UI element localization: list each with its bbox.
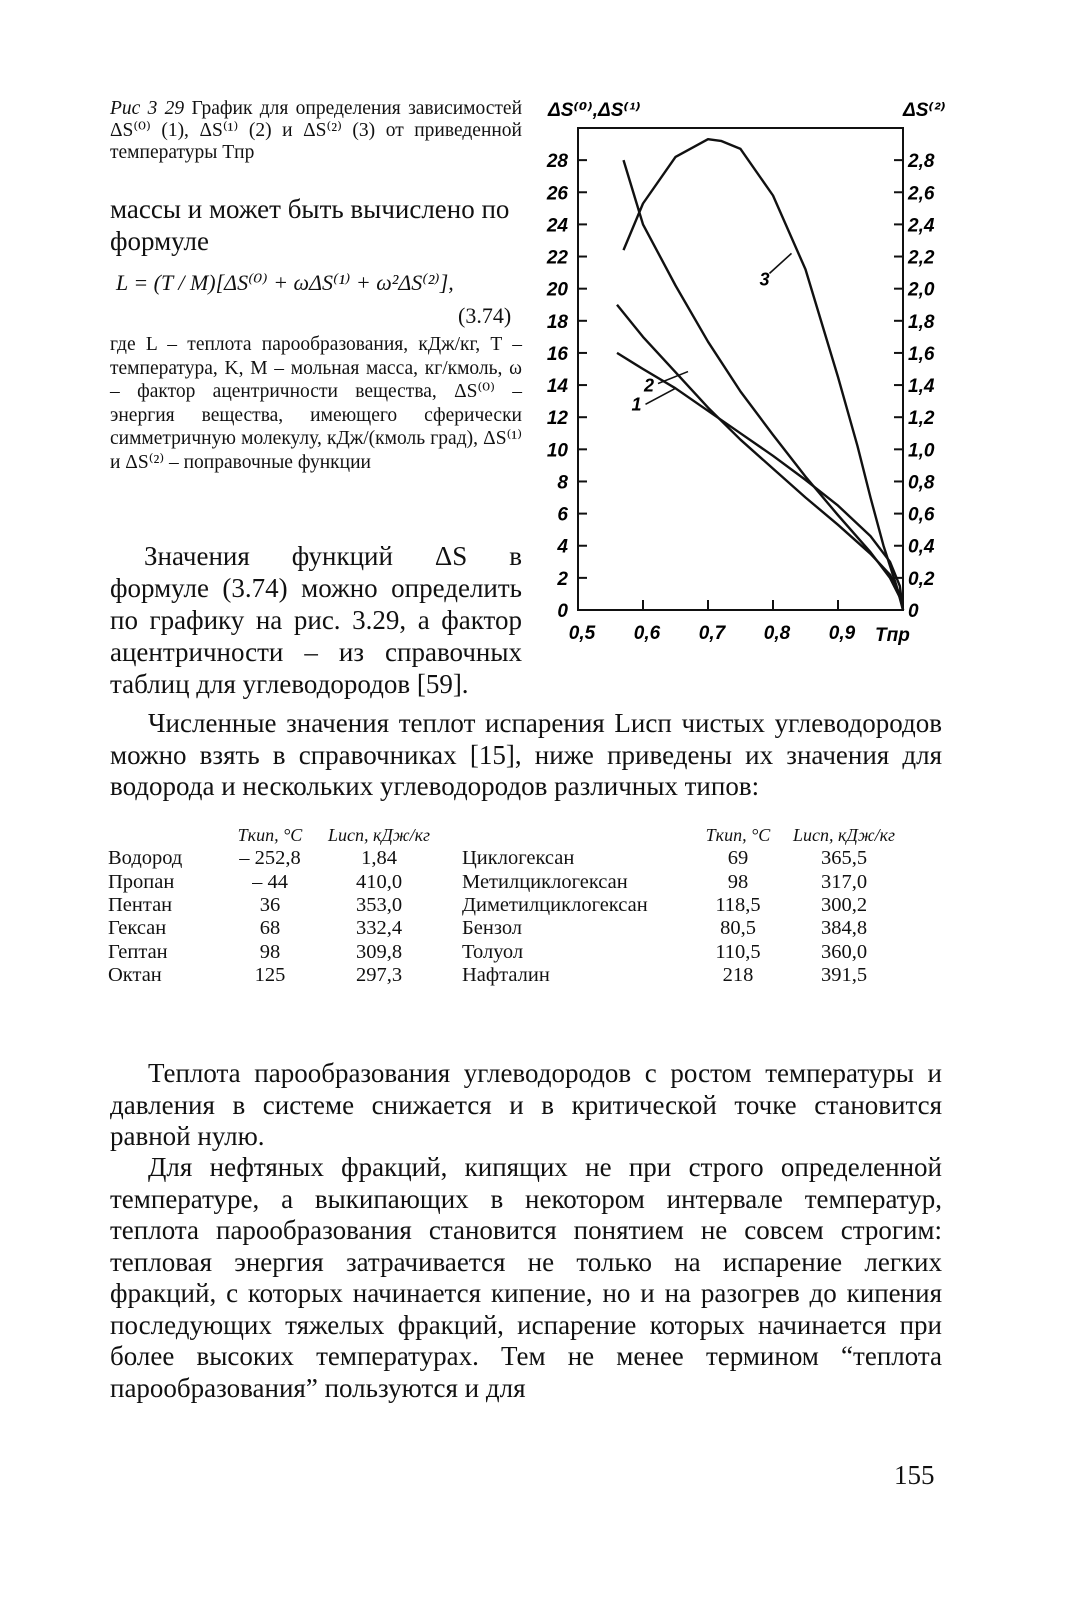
chart-layer bbox=[546, 100, 946, 646]
table-cell: Пропан bbox=[108, 870, 175, 893]
y-left-tick-label: 28 bbox=[546, 151, 568, 173]
table-cell: 360,0 bbox=[820, 940, 868, 963]
table-header-cell: Lисп, кДж/кг bbox=[327, 825, 431, 846]
delta-s-chart bbox=[528, 92, 948, 682]
y-left-tick-label: 16 bbox=[546, 343, 568, 365]
formula-number: (3.74) bbox=[458, 303, 512, 328]
y-left-tick-label: 14 bbox=[546, 376, 568, 398]
table-cell: 391,5 bbox=[820, 963, 868, 986]
y-right-tick-label: 0,4 bbox=[908, 536, 935, 558]
x-tick-label: 0,9 bbox=[828, 623, 856, 644]
formula: L = (T / M)[ΔS⁽⁰⁾ + ωΔS⁽¹⁾ + ω²ΔS⁽²⁾], bbox=[116, 270, 454, 295]
y-right-tick-label: 0,2 bbox=[908, 568, 935, 590]
table-cell: 68 bbox=[259, 917, 281, 940]
table-cell: Гексан bbox=[108, 917, 167, 940]
y-left-tick-label: 12 bbox=[546, 408, 568, 430]
table-cell: Водород bbox=[108, 847, 183, 870]
table-cell: Гептан bbox=[108, 940, 168, 963]
table-cell: 309,8 bbox=[355, 940, 403, 963]
table-cell: 353,0 bbox=[355, 894, 403, 917]
table-header-cell: Tкип, °С bbox=[237, 825, 303, 846]
table-row bbox=[108, 940, 904, 963]
table-cell: Метилциклогексан bbox=[462, 870, 628, 893]
y-right-tick-label: 1,6 bbox=[908, 343, 935, 365]
y-right-tick-label: 2,8 bbox=[908, 151, 935, 173]
table-cell: 98 bbox=[727, 870, 749, 893]
curve-label: 1 bbox=[631, 394, 642, 415]
y-left-tick-label: 24 bbox=[546, 215, 568, 237]
y-left-tick-label: 2 bbox=[557, 568, 568, 590]
y-right-tick-label: 0,6 bbox=[908, 504, 935, 526]
table-cell: 110,5 bbox=[715, 940, 761, 963]
curve-label: 3 bbox=[759, 269, 770, 290]
intro-text: массы и может быть вычислено по формуле bbox=[110, 194, 510, 256]
table-cell: Диметилциклогексан bbox=[462, 894, 648, 917]
figure-caption-text: График для определения зависимостей ΔS⁽⁰⁾ (1), ΔS⁽¹⁾ (2) и ΔS⁽²⁾ (3) от приведенной температуры Tпр bbox=[110, 98, 522, 163]
y-right-tick-label: 1,2 bbox=[908, 408, 935, 430]
table-cell: Нафталин bbox=[462, 963, 550, 986]
boiling-heat-table bbox=[108, 824, 904, 987]
page-number: 155 bbox=[894, 1460, 935, 1490]
series-line bbox=[617, 353, 903, 610]
y-right-tick-label: 1,4 bbox=[908, 376, 935, 398]
paragraph-4-text: Для нефтяных фракций, кипящих не при строго определенной температуре, а выкипающих в некотором интервале температур, теплота парообразования становится понятием не совсем строгим: тепловая энергия затрачивается не только на испарение легких фракций, с которых начинается кипение, но и на разогрев до кипения последующих тяжелых фракций, испарение которых начинается при более высоких температурах. Тем не менее термином “теплота парообразования” пользуются и для bbox=[110, 1152, 942, 1403]
table-cell: 125 bbox=[254, 963, 286, 986]
y-right-tick-label: 1,8 bbox=[908, 311, 935, 333]
table-cell: Циклогексан bbox=[462, 847, 575, 870]
table-cell: 297,3 bbox=[355, 963, 403, 986]
y-left-tick-label: 18 bbox=[546, 311, 568, 333]
variable-definitions: где L – теплота парообразования, кДж/кг, T – температура, K, M – мольная масса, кг/кмоль, ω – фактор ацентричности вещества, ΔS⁽⁰⁾ – энергия вещества, имеющего сферически симметричную молекулу, кДж/(кмоль град), ΔS⁽¹⁾ и ΔS⁽²⁾ – поправочные функции bbox=[110, 334, 522, 473]
y-left-tick-label: 6 bbox=[557, 504, 568, 526]
table-cell: – 252,8 bbox=[239, 847, 301, 870]
table-cell: 36 bbox=[259, 894, 281, 917]
x-tick-label: 0,8 bbox=[763, 623, 791, 644]
table-row bbox=[108, 917, 904, 940]
paragraph-4 bbox=[110, 1152, 942, 1404]
y-right-tick-label: 1,0 bbox=[908, 440, 935, 462]
table-cell: 365,5 bbox=[820, 847, 868, 870]
x-tick-label: 0,6 bbox=[633, 623, 661, 644]
table-row bbox=[108, 871, 904, 894]
table-header-cell: Tкип, °С bbox=[705, 825, 771, 846]
table-header-cell bbox=[438, 824, 692, 847]
table-row bbox=[108, 894, 904, 917]
table-cell: 410,0 bbox=[355, 870, 403, 893]
table-cell: 317,0 bbox=[820, 870, 868, 893]
figure-caption bbox=[110, 98, 522, 164]
table-cell: 118,5 bbox=[715, 894, 761, 917]
y-left-tick-label: 26 bbox=[546, 183, 568, 205]
table-cell: Бензол bbox=[462, 917, 523, 940]
table-cell: 69 bbox=[727, 847, 749, 870]
y-left-tick-label: 22 bbox=[546, 247, 568, 269]
y-left-axis-title: ΔS⁽⁰⁾,ΔS⁽¹⁾ bbox=[548, 100, 641, 121]
y-left-tick-label: 10 bbox=[546, 440, 568, 462]
y-right-tick-label: 0 bbox=[908, 601, 919, 622]
y-right-tick-label: 2,6 bbox=[908, 183, 935, 205]
y-left-tick-label: 20 bbox=[546, 279, 568, 301]
table-cell: 98 bbox=[259, 940, 281, 963]
x-tick-label: 0,7 bbox=[698, 623, 726, 644]
x-tick-label: 0,5 bbox=[568, 623, 596, 644]
y-right-tick-label: 2,0 bbox=[908, 279, 935, 301]
table-cell: Октан bbox=[108, 963, 162, 986]
table-cell: 332,4 bbox=[355, 917, 403, 940]
table-cell: – 44 bbox=[252, 870, 288, 893]
table-cell: 300,2 bbox=[820, 894, 868, 917]
y-right-axis-title: ΔS⁽²⁾ bbox=[903, 100, 946, 121]
table-cell: 1,84 bbox=[361, 847, 397, 870]
table-cell: Пентан bbox=[108, 894, 173, 917]
curve-label: 2 bbox=[644, 375, 655, 396]
table-cell: 384,8 bbox=[820, 917, 868, 940]
y-left-tick-label: 0 bbox=[557, 601, 568, 622]
figure-label: Рис 3 29 bbox=[110, 98, 185, 119]
table-body bbox=[108, 847, 904, 987]
paragraph-1 bbox=[110, 540, 522, 700]
annotation-leader bbox=[770, 253, 792, 273]
table-header-cell bbox=[108, 824, 220, 847]
paragraph-3-text: Теплота парообразования углеводородов с ростом температуры и давления в системе снижается и в критической точке становится равной нулю. bbox=[110, 1058, 942, 1151]
table-cell: Толуол bbox=[462, 940, 524, 963]
paragraph-2-text: Численные значения теплот испарения Lисп чистых углеводородов можно взять в справочниках [15], ниже приведены их значения для водорода и нескольких углеводородов различных типов: bbox=[110, 708, 942, 801]
table-row bbox=[108, 964, 904, 987]
x-axis-title: Tпр bbox=[875, 625, 910, 646]
y-left-tick-label: 8 bbox=[557, 472, 568, 494]
table-header-cell: Lисп, кДж/кг bbox=[792, 825, 896, 846]
series-line bbox=[624, 139, 904, 610]
table-cell: 80,5 bbox=[720, 917, 756, 940]
paragraph-2 bbox=[110, 708, 942, 803]
y-left-tick-label: 4 bbox=[557, 536, 568, 558]
y-right-tick-label: 2,4 bbox=[908, 215, 935, 237]
paragraph-1-text: Значения функций ΔS в формуле (3.74) можно определить по графику на рис. 3.29, а фактор ацентричности – из справочных таблиц для углеводородов [59]. bbox=[110, 541, 522, 699]
table-header-row bbox=[108, 824, 904, 847]
table-cell: 218 bbox=[722, 963, 754, 986]
table-row bbox=[108, 847, 904, 870]
y-right-tick-label: 0,8 bbox=[908, 472, 935, 494]
paragraph-3 bbox=[110, 1058, 942, 1153]
y-right-tick-label: 2,2 bbox=[908, 247, 935, 269]
